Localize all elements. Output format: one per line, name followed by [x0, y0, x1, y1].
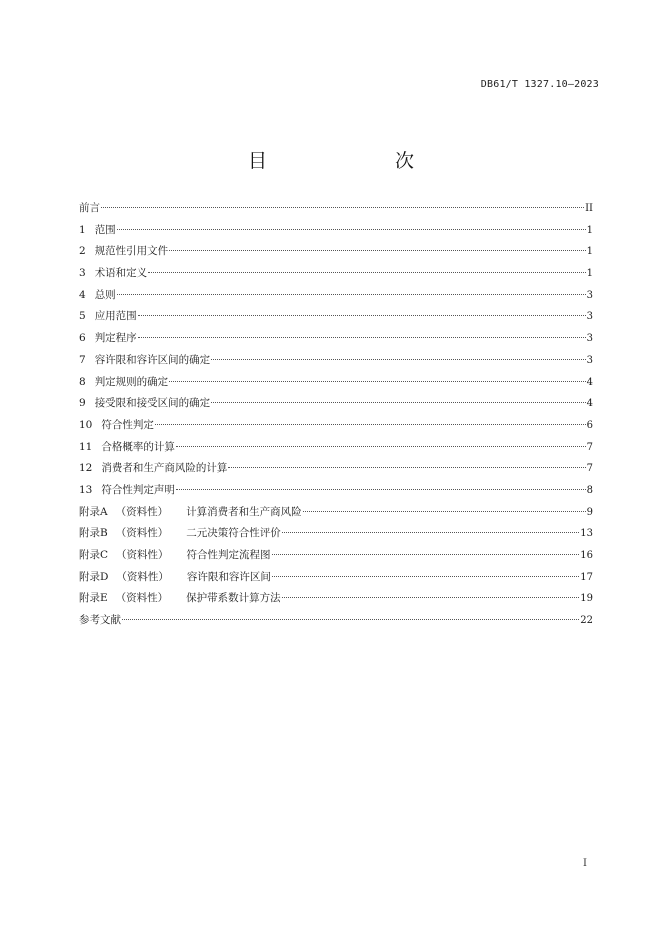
toc-entry-page: 17: [580, 571, 593, 583]
toc-entry-page: 19: [580, 593, 593, 605]
toc-entry-title: 消费者和生产商风险的计算: [101, 462, 228, 475]
toc-entry-page: 16: [580, 550, 593, 561]
toc-entry-page: 7: [586, 463, 593, 475]
annex-type: （资料性）: [115, 505, 169, 518]
toc-entry-title: 规范性引用文件: [94, 245, 169, 258]
toc-entry-number: 7: [79, 353, 86, 366]
toc-entry-number: 8: [79, 375, 86, 388]
toc-entry-11[interactable]: [79, 437, 593, 459]
toc-entry-annex-e[interactable]: [79, 588, 593, 610]
annex-type: （资料性）: [115, 527, 169, 540]
toc-leader: [211, 402, 585, 403]
toc-entry-1[interactable]: [79, 220, 593, 242]
toc-leader: [176, 446, 586, 447]
toc-leader: [117, 294, 586, 295]
toc-entry-preface[interactable]: [79, 198, 593, 220]
toc-entry-number: 9: [79, 397, 86, 410]
toc-entry-2[interactable]: [79, 241, 593, 263]
toc-entry-references[interactable]: [79, 610, 593, 632]
toc-leader: [169, 250, 585, 251]
toc-entry-page: 13: [580, 528, 593, 540]
toc-entry-number: 2: [79, 245, 86, 258]
toc-entry-annex-d[interactable]: [79, 567, 593, 589]
annex-label: 附录A: [79, 505, 108, 518]
toc-entry-number: 6: [79, 332, 86, 345]
toc-leader: [169, 381, 585, 382]
toc-entry-title: 符合性判定: [101, 418, 154, 431]
toc-leader: [282, 597, 580, 598]
toc-entry-page: 1: [586, 246, 593, 258]
table-of-contents: [79, 198, 593, 632]
annex-label: 附录B: [79, 527, 108, 540]
toc-entry-9[interactable]: [79, 393, 593, 415]
toc-leader: [138, 315, 586, 316]
toc-entry-number: 5: [79, 310, 86, 323]
toc-entry-title: 符合性判定声明: [101, 483, 175, 496]
toc-leader: [138, 337, 586, 338]
toc-entry-4[interactable]: [79, 285, 593, 307]
toc-entry-number: 13: [79, 483, 93, 496]
toc-leader: [101, 207, 584, 208]
toc-entry-page: 1: [586, 224, 593, 236]
toc-entry-title: 保护带系数计算方法: [186, 592, 281, 605]
toc-leader: [272, 554, 580, 555]
annex-type: （资料性）: [116, 570, 169, 583]
toc-entry-page: II: [585, 203, 593, 214]
toc-entry-title: 总则: [94, 288, 116, 301]
toc-entry-page: 4: [586, 398, 593, 410]
toc-entry-title: 应用范围: [94, 310, 137, 323]
toc-entry-title: 判定规则的确定: [94, 375, 169, 388]
toc-entry-number: 4: [79, 288, 86, 301]
standard-code: DB61/T 1327.10—2023: [480, 79, 599, 90]
toc-entry-number: 10: [79, 418, 93, 431]
toc-entry-title: 判定程序: [94, 332, 137, 345]
toc-entry-10[interactable]: [79, 415, 593, 437]
toc-entry-page: 9: [586, 506, 593, 518]
toc-leader: [176, 489, 586, 490]
toc-entry-8[interactable]: [79, 372, 593, 394]
toc-entry-title: 合格概率的计算: [101, 440, 175, 453]
toc-leader: [272, 576, 579, 577]
toc-entry-page: 3: [586, 333, 593, 345]
toc-entry-page: 3: [586, 354, 593, 366]
toc-entry-title: 接受限和接受区间的确定: [94, 397, 211, 410]
toc-entry-number: 11: [79, 440, 93, 453]
toc-entry-title: 术语和定义: [94, 267, 148, 280]
toc-entry-page: 3: [586, 311, 593, 323]
toc-entry-page: 3: [586, 289, 593, 301]
toc-entry-number: 1: [79, 223, 86, 236]
page-number: I: [583, 858, 587, 869]
toc-entry-title: 符合性判定流程图: [186, 549, 271, 561]
toc-entry-title: 计算消费者和生产商风险: [186, 505, 302, 518]
toc-entry-7[interactable]: [79, 350, 593, 372]
toc-entry-page: 4: [586, 376, 593, 388]
toc-entry-page: 8: [586, 484, 593, 496]
toc-entry-12[interactable]: [79, 458, 593, 480]
toc-entry-number: 3: [79, 267, 86, 280]
toc-entry-page: 1: [586, 268, 593, 280]
toc-entry-title: 前言: [79, 202, 100, 214]
toc-entry-title: 容许限和容许区间的确定: [94, 353, 211, 366]
toc-entry-title: 范围: [94, 223, 116, 236]
toc-leader: [117, 229, 586, 230]
toc-leader: [282, 532, 580, 533]
annex-type: （资料性）: [115, 592, 169, 605]
toc-entry-page: 7: [586, 441, 593, 453]
annex-label: 附录E: [79, 592, 108, 605]
page-title: 目 次: [247, 150, 444, 172]
toc-entry-page: 6: [586, 419, 593, 431]
toc-entry-number: 12: [79, 462, 93, 475]
toc-entry-title: 二元决策符合性评价: [186, 527, 281, 540]
toc-entry-annex-c[interactable]: [79, 545, 593, 567]
annex-label: 附录C: [79, 549, 109, 561]
annex-type: （资料性）: [116, 549, 169, 561]
toc-entry-6[interactable]: [79, 328, 593, 350]
toc-leader: [148, 272, 585, 273]
toc-entry-annex-b[interactable]: [79, 523, 593, 545]
toc-leader: [122, 619, 579, 620]
toc-leader: [155, 424, 586, 425]
toc-entry-annex-a[interactable]: [79, 502, 593, 524]
annex-label: 附录D: [79, 570, 109, 583]
toc-entry-page: 22: [580, 615, 593, 627]
toc-leader: [303, 511, 586, 512]
toc-leader: [211, 359, 585, 360]
toc-entry-3[interactable]: [79, 263, 593, 285]
toc-entry-13[interactable]: [79, 480, 593, 502]
toc-entry-5[interactable]: [79, 306, 593, 328]
toc-leader: [228, 467, 585, 468]
toc-entry-title: 容许限和容许区间: [186, 570, 271, 583]
toc-entry-title: 参考文献: [79, 614, 121, 627]
